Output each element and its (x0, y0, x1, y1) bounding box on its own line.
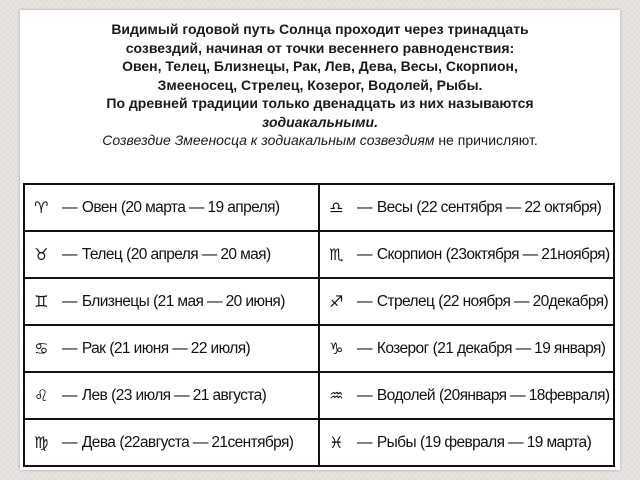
sign-cell-content (326, 433, 613, 452)
libra-icon: ♎ (329, 198, 343, 217)
sign-name: Весы (376, 198, 413, 216)
ophiuchus-note-italic: Созвездие Змееносца к зодиакальным созвездиям (102, 132, 435, 148)
zodiacal-word: зодиакальными. (262, 113, 378, 130)
sign-cell-content (31, 433, 318, 452)
dash: — (357, 386, 372, 404)
zodiac-table (23, 183, 615, 467)
intro-line-2: созвездий, начиная от точки весеннего равноденствия: (125, 39, 515, 56)
intro-line-6 (20, 113, 620, 132)
sign-cell (319, 325, 614, 372)
dash: — (62, 386, 77, 404)
sign-name: Овен (81, 198, 117, 216)
slide (20, 10, 620, 470)
dash: — (62, 339, 77, 357)
leo-icon: ♌ (34, 386, 48, 405)
sign-name: Скорпион (376, 245, 442, 263)
sign-cell (319, 419, 614, 466)
sign-dates: (21 июня — 22 июля) (109, 339, 251, 357)
intro-line-5: По древней традиции только двенадцать из них называются (106, 95, 534, 111)
sign-name: Козерог (376, 339, 429, 357)
sign-cell (24, 419, 319, 466)
sign-dates: (23 июля — 21 августа) (111, 386, 267, 404)
sign-dates: (21 декабря — 19 января) (432, 339, 606, 357)
intro-line-3: Овен, Телец, Близнецы, Рак, Лев, Дева, Весы, Скорпион, (122, 58, 518, 74)
sign-dates: (21 мая — 20 июня) (153, 292, 285, 310)
sign-cell-content (31, 198, 318, 217)
sign-cell-content (31, 339, 318, 358)
sign-name: Телец (81, 245, 123, 263)
sign-name: Водолей (376, 386, 435, 404)
capricorn-icon: ♑ (329, 339, 343, 358)
sign-cell (24, 278, 319, 325)
sign-name: Близнецы (81, 292, 150, 310)
dash: — (62, 433, 77, 451)
table-row (24, 419, 614, 466)
sign-dates: (23октября — 21ноября) (445, 245, 610, 263)
sign-dates: (20 марта — 19 апреля) (120, 198, 280, 216)
table-row (24, 184, 614, 231)
sign-name: Стрелец (376, 292, 435, 310)
sign-cell-content (326, 292, 613, 311)
table-row (24, 278, 614, 325)
dash: — (357, 292, 372, 310)
dash: — (62, 198, 77, 216)
sign-cell (319, 231, 614, 278)
taurus-icon: ♉ (34, 245, 48, 264)
sign-dates: (20 апреля — 20 мая) (126, 245, 271, 263)
pisces-icon: ♓ (329, 433, 343, 452)
table-row (24, 231, 614, 278)
ophiuchus-note (20, 131, 620, 150)
sign-dates: (22 сентября — 22 октября) (416, 198, 602, 216)
sign-dates: (22августа — 21сентября) (119, 433, 294, 451)
sign-cell-content (326, 339, 613, 358)
sign-cell-content (31, 386, 318, 405)
sign-cell (24, 231, 319, 278)
dash: — (62, 245, 77, 263)
sign-name: Рак (81, 339, 106, 357)
sign-cell (24, 325, 319, 372)
cancer-icon: ♋ (34, 339, 48, 358)
sign-name: Дева (81, 433, 116, 451)
sign-cell (24, 184, 319, 231)
sign-cell-content (326, 386, 613, 405)
dash: — (357, 339, 372, 357)
table-row (24, 325, 614, 372)
ophiuchus-note-plain: не причисляют. (434, 132, 538, 148)
sign-dates: (22 ноября — 20декабря) (438, 292, 609, 310)
intro-line-1: Видимый годовой путь Солнца проходит через тринадцать (111, 21, 529, 37)
zodiac-table-wrap (23, 183, 615, 467)
sign-cell-content (326, 245, 613, 264)
sign-cell (319, 184, 614, 231)
aquarius-icon: ♒ (329, 386, 343, 405)
sign-cell-content (31, 292, 318, 311)
dash: — (357, 245, 372, 263)
sign-cell (319, 278, 614, 325)
intro-line-4: Змееносец, Стрелец, Козерог, Водолей, Рыбы. (157, 76, 483, 93)
aries-icon: ♈ (34, 198, 48, 217)
sagittarius-icon: ♐ (329, 292, 343, 311)
sign-name: Лев (81, 386, 108, 404)
scorpio-icon: ♏ (329, 245, 343, 264)
dash: — (357, 198, 372, 216)
dash: — (62, 292, 77, 310)
sign-name: Рыбы (376, 433, 417, 451)
sign-cell-content (326, 198, 613, 217)
sign-dates: (19 февраля — 19 марта) (420, 433, 592, 451)
virgo-icon: ♍ (34, 433, 48, 452)
sign-cell (24, 372, 319, 419)
gemini-icon: ♊ (34, 292, 48, 311)
sign-cell (319, 372, 614, 419)
intro-text (20, 20, 620, 150)
table-row (24, 372, 614, 419)
sign-cell-content (31, 245, 318, 264)
sign-dates: (20января — 18февраля) (438, 386, 610, 404)
dash: — (357, 433, 372, 451)
